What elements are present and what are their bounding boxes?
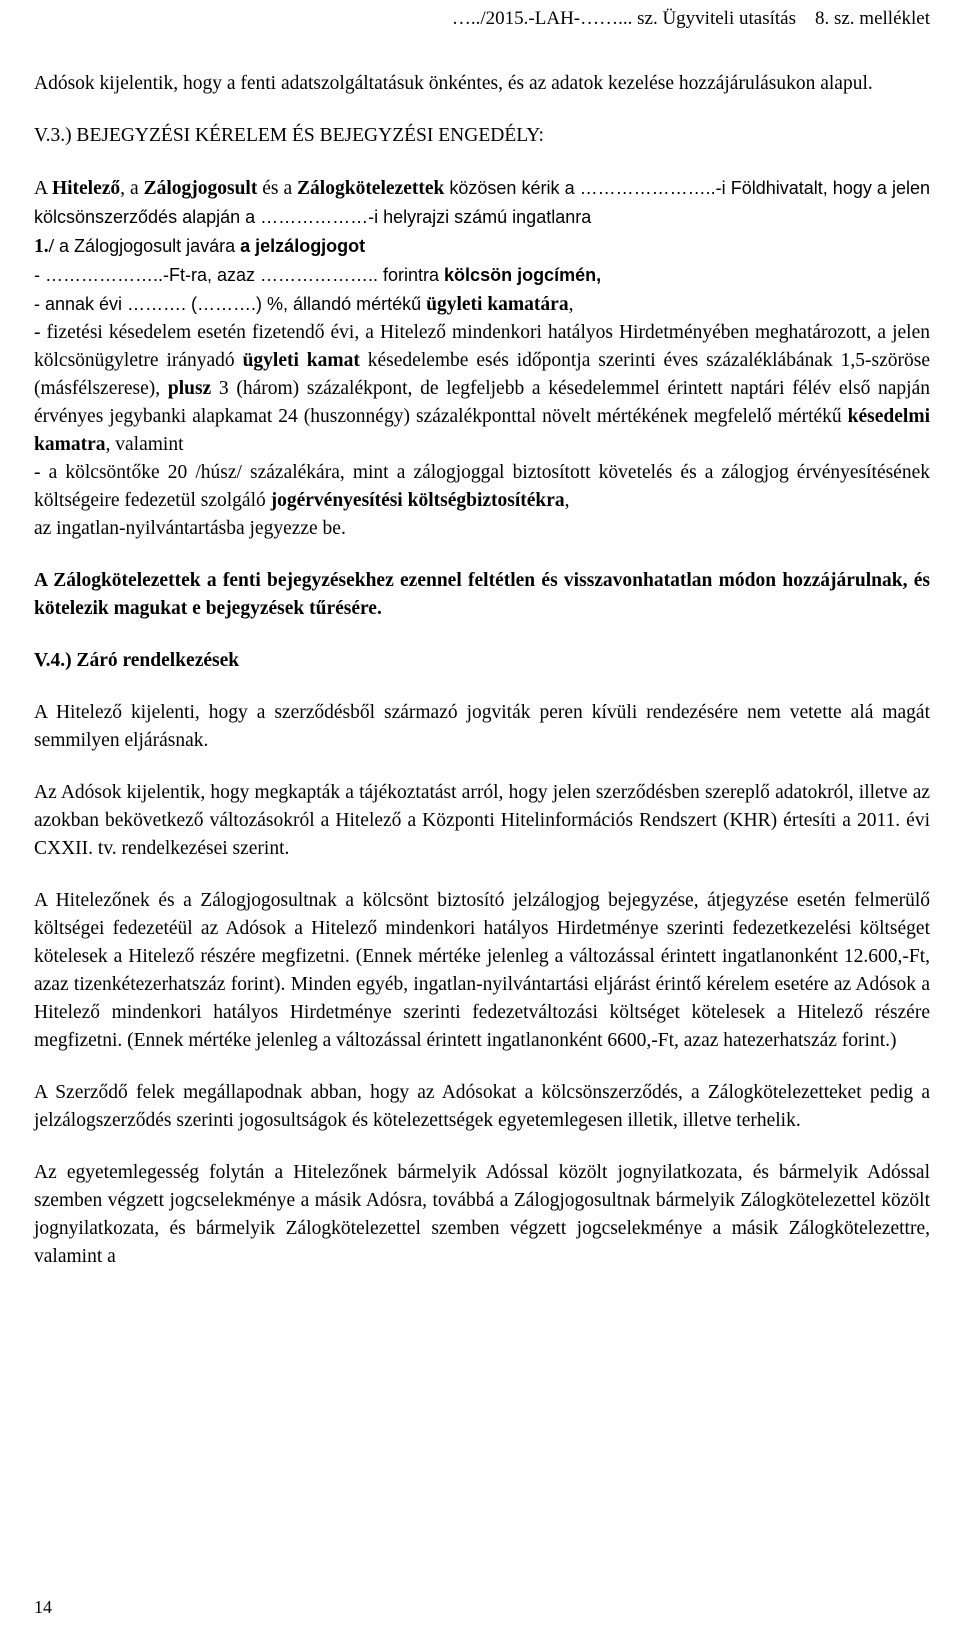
closing-paragraph-4: A Szerződő felek megállapodnak abban, hogy az Adósokat a kölcsönszerződés, a Zálogkötelezetteket pedig a jelzálogszerződés szerinti jogosultságok és kötelezettségek egyetemlegesen illetik, illetve terhelik.: [34, 1082, 930, 1131]
page-number: 14: [34, 1597, 52, 1617]
request-hitelezo: Hitelező: [51, 178, 121, 199]
line-late-interest: [34, 319, 930, 459]
line-late-e: 3 (három) százalékpont, de legfeljebb a késedelemmel érintett naptári félév első napján érvényes jegybanki alapkamat 24 (huszonnégy) százalékponttal növelt mértékének megfelelő mértékű: [34, 378, 930, 427]
item-1-bold: a jelzálogjogot: [240, 236, 366, 256]
request-text-c: , a: [120, 178, 144, 199]
section-v4-heading: [34, 647, 930, 675]
line-late-a: - fizetési késedelem esetén fizetendő évi, a Hitelező mindenkori hatályos Hirdetményében meghatározott, a jelen kölcsönügyletre irányadó: [34, 322, 930, 371]
line-ft: [34, 261, 930, 290]
request-zalogjogosult: Zálogjogosult: [143, 178, 258, 199]
line-cost-c: ,: [564, 490, 570, 511]
registration-request: [34, 174, 930, 232]
line-ft-text: - ………………..-Ft-ra, azaz ……………….. forintra: [34, 265, 445, 285]
request-zalogkotelezettek: Zálogkötelezettek: [297, 178, 445, 199]
line-late-f: késedelmi kamatra: [34, 406, 930, 455]
closing-paragraph-3: A Hitelezőnek és a Zálogjogosultnak a kölcsönt biztosító jelzálogjog bejegyzése, átjegyzése esetén felmerülő költségei fedezetéül az Adósok a Hitelező mindenkori hatályos Hirdetménye szerinti fedezetkezelési költséget kötelesek a Hitelező részére megfizetni. (Ennek mértéke jelenleg a változással érintett ingatlanonként 12.600,-Ft, azaz tizenkétezerhatszáz forint). Minden egyéb, ingatlan-nyilvántartási eljárást érintő kérelem esetére az Adósok a Hitelező mindenkori hatályos Hirdetménye szerinti fedezetváltozási költséget kötelesek a Hitelező részére megfizetni. (Ennek mértéke jelenleg a változással érintett ingatlanonként 6600,-Ft, azaz hatezerhatszáz forint.): [34, 890, 930, 1051]
line-late-b: ügyleti kamat: [242, 350, 360, 371]
line-ft-bold: kölcsön jogcímén,: [444, 265, 602, 285]
item-1-text: a Zálogjogosult javára: [54, 236, 241, 256]
line-year: [34, 290, 930, 319]
line-year-text: - annak évi ………. (……….) %, állandó mértékű: [34, 294, 427, 314]
line-late-g: , valamint: [105, 434, 184, 455]
section-v3-heading: V.3.) BEJEGYZÉSI KÉRELEM ÉS BEJEGYZÉSI ENGEDÉLY:: [34, 125, 544, 146]
request-text-a: A: [34, 178, 52, 199]
line-cost: [34, 459, 930, 515]
line-cost-a: - a kölcsöntőke 20 /húsz/ százalékára, mint a zálogjoggal biztosított követelés és a zálogjog érvényesítésének költségeire fedezetül szolgáló: [34, 462, 930, 511]
line-late-c: késedelembe esés időpontja szerinti éves százaléklábának 1,5-szöröse (másfélszerese),: [34, 350, 931, 399]
closing-paragraph-1: A Hitelező kijelenti, hogy a szerződésből származó jogviták peren kívüli rendezésére nem vetette alá magát semmilyen eljárásnak.: [34, 702, 930, 751]
line-late-d: plusz: [167, 378, 212, 399]
item-1: [34, 232, 930, 261]
line-year-end: ,: [568, 294, 574, 315]
page-header: …../2015.-LAH-……... sz. Ügyviteli utasítás 8. sz. melléklet: [451, 8, 930, 29]
line-cost-b: jogérvényesítési költségbiztosítékra: [270, 490, 565, 511]
item-1-number: 1./: [34, 236, 55, 257]
intro-paragraph: Adósok kijelentik, hogy a fenti adatszolgáltatásuk önkéntes, és az adatok kezelése hozzájárulásukon alapul.: [34, 73, 873, 94]
document-body: [34, 70, 930, 1271]
request-text-e: és a: [257, 178, 298, 199]
consent-paragraph: [34, 567, 930, 623]
consent-text: A Zálogkötelezettek a fenti bejegyzésekhez ezennel feltétlen és visszavonhatatlan módon hozzájárulnak, és kötelezik magukat e bejegyzések tűrésére.: [34, 570, 930, 619]
request-text-g: közösen kérik a …………………..-i Földhivatalt, hogy a jelen kölcsönszerződés alapján a ………………-i helyrajzi számú ingatlanra: [34, 178, 930, 227]
closing-paragraph-2: Az Adósok kijelentik, hogy megkapták a tájékoztatást arról, hogy jelen szerződésben szereplő adatokról, illetve az azokban bekövetkező változásokról a Hitelező a Központi Hitelinformációs Rendszert (KHR) értesíti a 2011. évi CXXII. tv. rendelkezései szerint.: [34, 782, 930, 859]
line-year-bold: ügyleti kamatára: [426, 294, 569, 315]
closing-paragraph-5: Az egyetemlegesség folytán a Hitelezőnek bármelyik Adóssal közölt jognyilatkozata, és bármelyik Adóssal szemben végzett jogcselekménye a másik Adósra, továbbá a Zálogjogosultnak bármelyik Zálogkötelezettel közölt jognyilatkozata, és bármelyik Zálogkötelezettel szemben végzett jogcselekménye a másik Zálogkötelezettre, valamint a: [34, 1162, 930, 1267]
section-v4-title: V.4.) Záró rendelkezések: [34, 650, 240, 671]
line-register: az ingatlan-nyilvántartásba jegyezze be.: [34, 518, 346, 539]
